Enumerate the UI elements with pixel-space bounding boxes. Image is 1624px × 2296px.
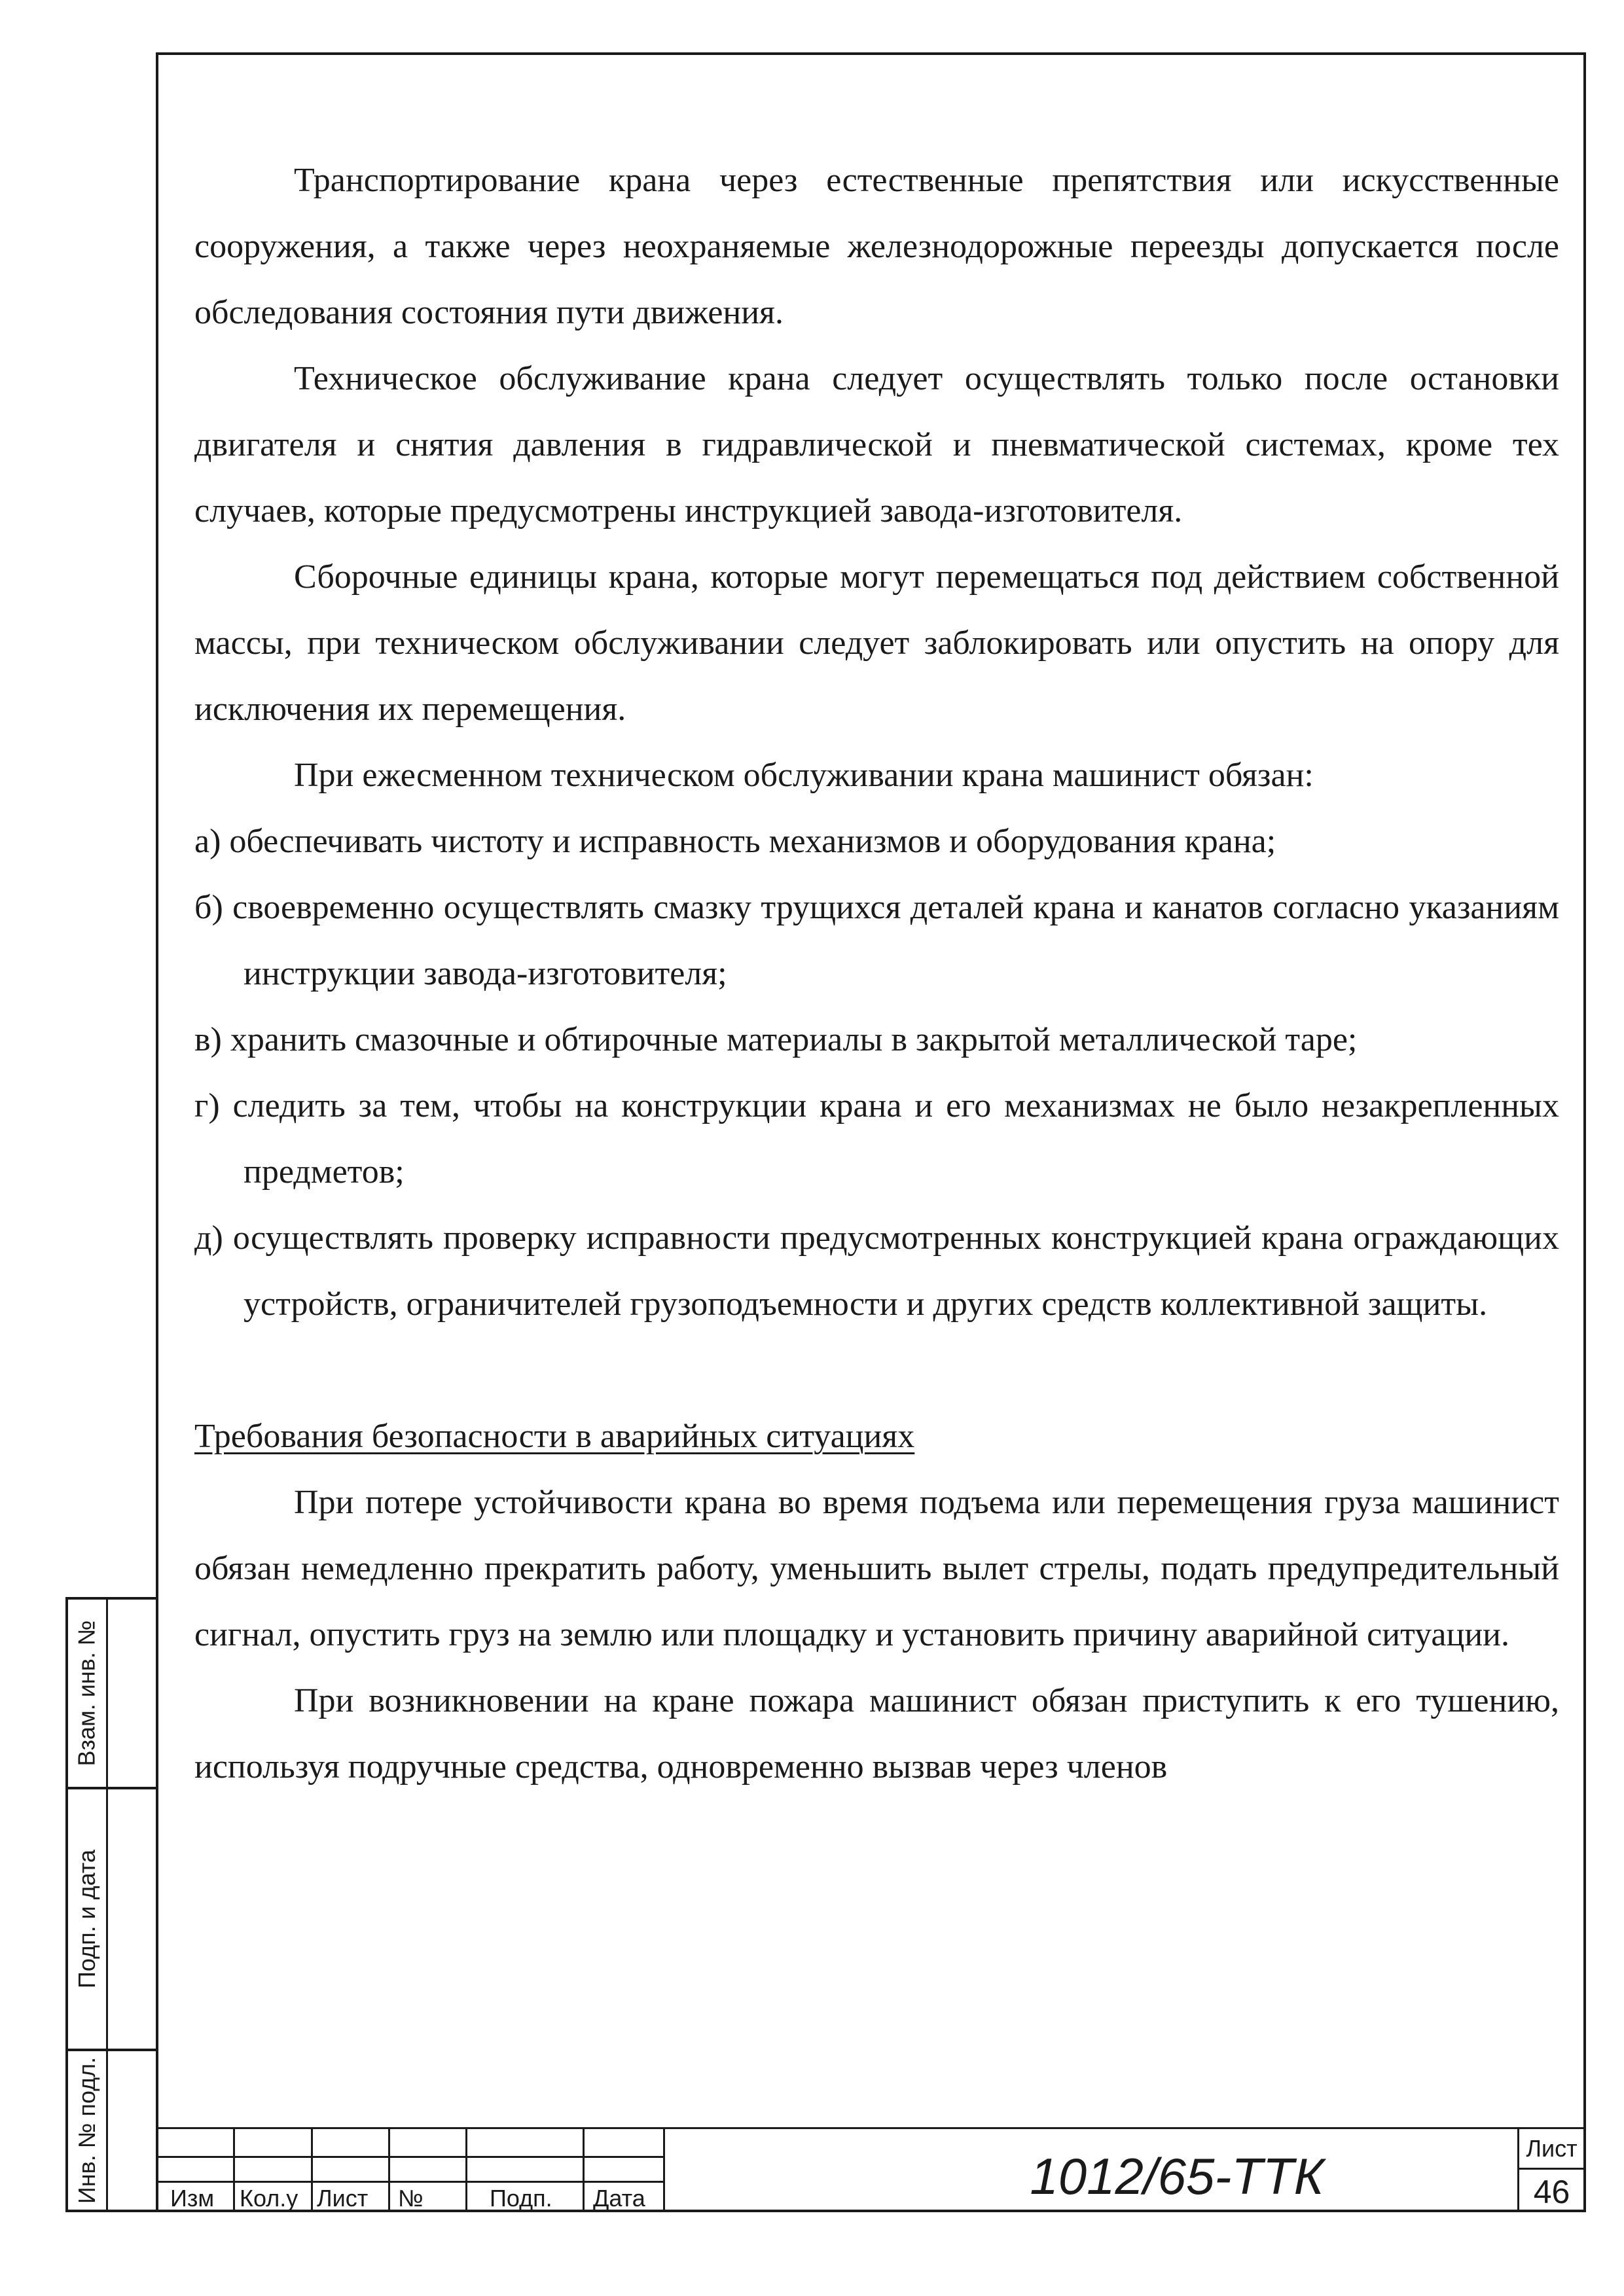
vzam-inv-cell [65, 1597, 156, 1787]
inv-podl-cell [65, 2049, 156, 2212]
paragraph: При потере устойчивости крана во время подъема или перемещения груза машинист обязан немедленно прекратить работу, уменьшить вылет стрелы, подать предупредительный сигнал, опустить груз на землю или площадку и установить причину аварийной ситуации. [194, 1484, 1559, 1653]
podp-data-label: Подп. и дата [73, 1849, 100, 1989]
vzam-inv-label: Взам. инв. № [73, 1620, 100, 1767]
list-item: в) хранить смазочные и обтирочные материалы в закрытой металлической таре; [194, 1021, 1358, 1058]
sheet-number: 46 [1533, 2174, 1570, 2210]
col-kol-uch: Кол.у [240, 2185, 298, 2212]
paragraph: При ежесменном техническом обслуживании крана машинист обязан: [294, 757, 1314, 794]
col-list: Лист [317, 2185, 369, 2212]
podp-data-cell [65, 1787, 156, 2049]
inv-podl-label: Инв. № подл. [73, 2056, 100, 2204]
paragraph: При возникновении на кране пожара машинист обязан приступить к его тушению, используя подручные средства, одновременно вызвав через членов [194, 1682, 1559, 1785]
paragraph: Техническое обслуживание крана следует осуществлять только после остановки двигателя и снятия давления в гидравлической и пневматической системах, кроме тех случаев, которые предусмотрены инструкцией завода-изготовителя. [194, 360, 1559, 529]
col-podp: Подп. [490, 2185, 552, 2212]
col-nomer: № [398, 2185, 424, 2212]
spacer [194, 1337, 1559, 1403]
col-izm: Изм [170, 2185, 215, 2212]
list-item: г) следить за тем, чтобы на конструкции крана и его механизмах не было незакрепленных предметов; [194, 1087, 1559, 1191]
list-item: б) своевременно осуществлять смазку трущихся деталей крана и канатов согласно указаниям инструкции завода-изготовителя; [194, 889, 1559, 992]
section-heading: Требования безопасности в аварийных ситуациях [194, 1418, 915, 1455]
paragraph: Транспортирование крана через естественные препятствия или искусственные сооружения, а также через неохраняемые железнодорожные переезды допускается после обследования состояния пути движения. [194, 162, 1559, 331]
list-item: д) осуществлять проверку исправности предусмотренных конструкцией крана ограждающих устройств, ограничителей грузоподъемности и других средств коллективной защиты. [194, 1219, 1559, 1323]
document-body [194, 147, 1559, 1800]
document-number: 1012/65-ТТК [1030, 2147, 1324, 2205]
sheet-label: Лист [1526, 2135, 1578, 2162]
paragraph: Сборочные единицы крана, которые могут перемещаться под действием собственной массы, при техническом обслуживании следует заблокировать или опустить на опору для исключения их перемещения. [194, 558, 1559, 728]
col-data: Дата [593, 2185, 645, 2212]
list-item: а) обеспечивать чистоту и исправность механизмов и оборудования крана; [194, 823, 1276, 860]
side-stamp [65, 1597, 156, 2212]
title-block [156, 2127, 1586, 2212]
